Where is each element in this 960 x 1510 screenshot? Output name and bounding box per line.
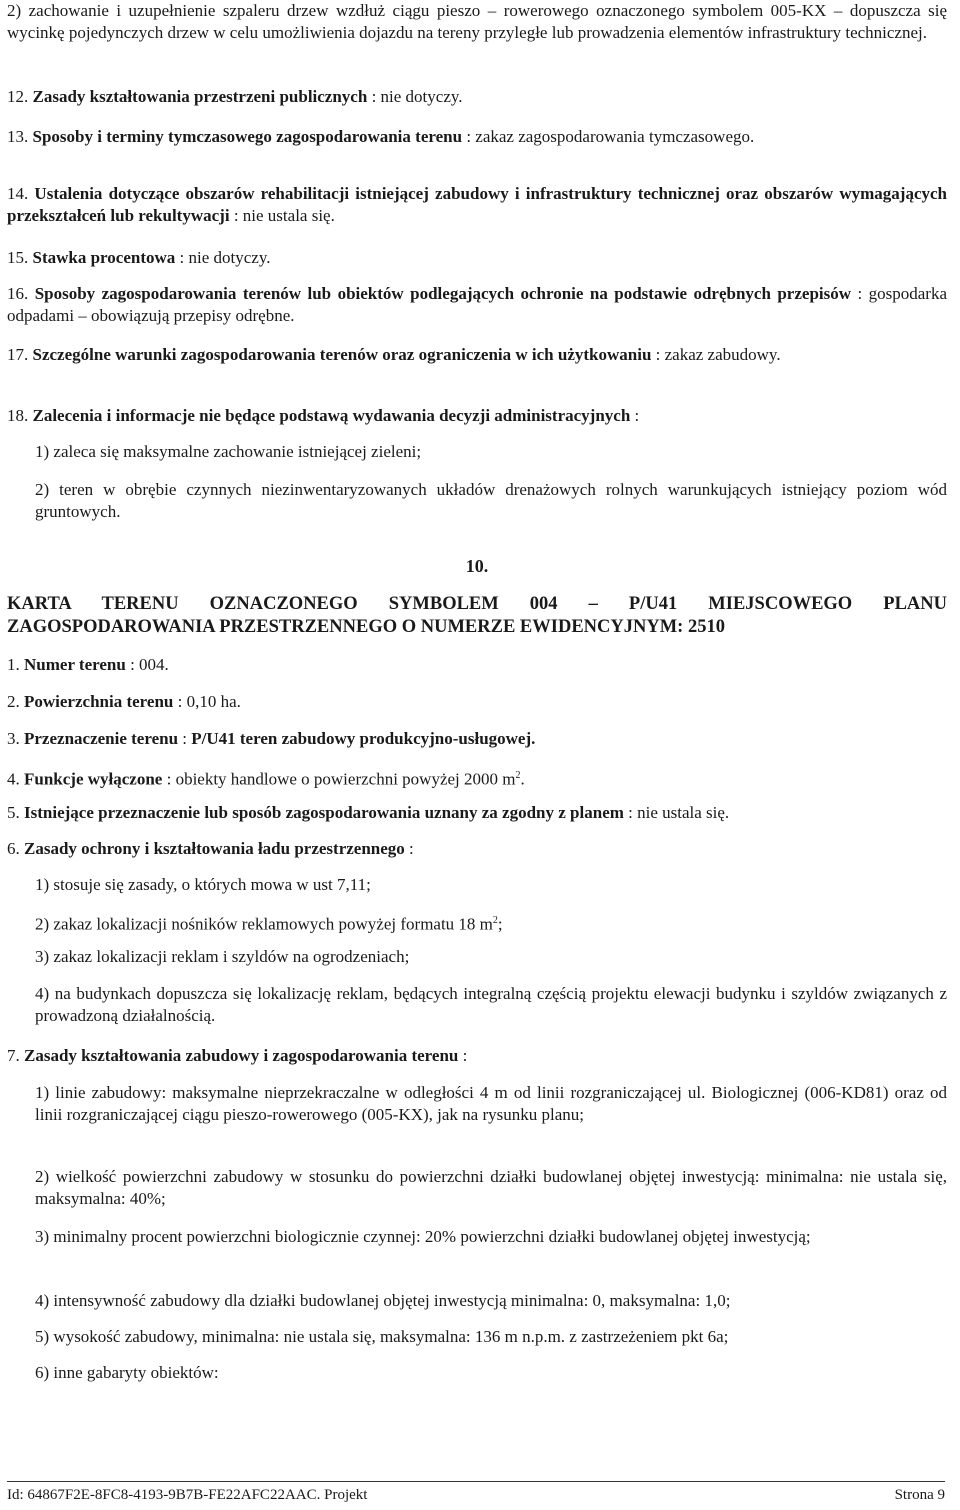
section-17 bbox=[7, 344, 947, 366]
section-title: Zalecenia i informacje nie będące podstawą wydawania decyzji administracyjnych bbox=[32, 406, 631, 425]
section-number: 15. bbox=[7, 248, 29, 267]
section-13 bbox=[7, 126, 947, 148]
section-14 bbox=[7, 183, 947, 226]
item-text: : 0,10 ha. bbox=[173, 692, 241, 711]
section-title: Stawka procentowa bbox=[32, 248, 176, 267]
superscript: 2 bbox=[492, 915, 498, 926]
card-item-3 bbox=[7, 728, 947, 750]
section-text: : zakaz zabudowy. bbox=[651, 345, 781, 364]
section-text: : nie dotyczy. bbox=[175, 248, 271, 267]
section-title: Sposoby i terminy tymczasowego zagospodarowania terenu bbox=[32, 127, 463, 146]
list-item bbox=[35, 910, 947, 935]
item-number: 2. bbox=[7, 692, 20, 711]
section-title: Szczególne warunki zagospodarowania terenów oraz ograniczenia w ich użytkowaniu bbox=[32, 345, 652, 364]
item-number: 6. bbox=[7, 839, 20, 858]
section-number: 12. bbox=[7, 87, 29, 106]
item-title: Numer terenu bbox=[24, 655, 126, 674]
list-item: 4) intensywność zabudowy dla działki budowlanej objętej inwestycją minimalna: 0, maksymalna: 1,0; bbox=[35, 1291, 731, 1310]
section-number: 13. bbox=[7, 127, 29, 146]
list-item: 1) zaleca się maksymalne zachowanie istniejącej zieleni; bbox=[35, 442, 422, 461]
item-end: . bbox=[520, 769, 525, 789]
section-12 bbox=[7, 86, 947, 108]
list-item: 1) linie zabudowy: maksymalne nieprzekraczalne w odległości 4 m od linii rozgraniczającej ul. Biologicznej (006-KD81) oraz od linii rozgraniczającej ciągu pieszo-rowerowego (005-KX), jak na rysunku planu; bbox=[35, 1083, 947, 1124]
card-title: KARTA TERENU OZNACZONEGO SYMBOLEM 004 – P/U41 MIEJSCOWEGO PLANU ZAGOSPODAROWANIA PRZESTRZENNEGO O NUMERZE EWIDENCYJNYM: 2510 bbox=[7, 594, 947, 637]
item-number: 5. bbox=[7, 803, 20, 822]
section-title: Ustalenia dotyczące obszarów rehabilitacji istniejącej zabudowy i infrastruktury technicznej oraz obszarów wymagających przekształceń lub rekultywacji bbox=[7, 184, 948, 225]
list-item: 3) zakaz lokalizacji reklam i szyldów na ogrodzeniach; bbox=[35, 947, 410, 966]
card-item-4 bbox=[7, 765, 947, 790]
section-text: : nie ustala się. bbox=[229, 205, 335, 225]
item-text: : 004. bbox=[125, 655, 169, 674]
item-number: 7. bbox=[7, 1046, 20, 1065]
item-text: : bbox=[404, 839, 414, 858]
list-item-text: 2) zakaz lokalizacji nośników reklamowych powyżej formatu 18 m bbox=[35, 914, 493, 934]
section-number: 17. bbox=[7, 345, 29, 364]
paragraph-top: 2) zachowanie i uzupełnienie szpaleru drzew wzdłuż ciągu pieszo – rowerowego oznaczonego symbolem 005-KX – dopuszcza się wycinkę pojedynczych drzew w celu umożliwienia dojazdu na tereny przyległe lub prowadzenia elementów infrastruktury technicznej. bbox=[7, 1, 947, 42]
section-15 bbox=[7, 247, 947, 269]
list-item-end: ; bbox=[497, 914, 503, 934]
list-item: 6) inne gabaryty obiektów: bbox=[35, 1363, 219, 1382]
item-text: : bbox=[458, 1046, 468, 1065]
footer-page-number: Strona 9 bbox=[894, 1487, 945, 1503]
footer bbox=[7, 1487, 945, 1504]
section-number: 14. bbox=[7, 184, 29, 203]
section-title: Sposoby zagospodarowania terenów lub obiektów podlegających ochronie na podstawie odrębnych przepisów bbox=[34, 284, 852, 303]
footer-id: Id: 64867F2E-8FC8-4193-9B7B-FE22AFC22AAC. Projekt bbox=[7, 1487, 368, 1503]
list-item: 1) stosuje się zasady, o których mowa w ust 7,11; bbox=[35, 875, 371, 894]
item-title: Powierzchnia terenu bbox=[24, 692, 174, 711]
item-value: P/U41 teren zabudowy produkcyjno-usługowej. bbox=[191, 729, 536, 748]
section-number: 16. bbox=[7, 284, 29, 303]
item-text: : obiekty handlowe o powierzchni powyżej 2000 m bbox=[162, 769, 516, 789]
item-number: 4. bbox=[7, 769, 20, 789]
section-text: : gospodarka odpadami – obowiązują przepisy odrębne. bbox=[7, 284, 947, 325]
section-title: Zasady kształtowania przestrzeni publicznych bbox=[32, 87, 368, 106]
item-number: 3. bbox=[7, 729, 20, 748]
list-item: 4) na budynkach dopuszcza się lokalizację reklam, będących integralną częścią projektu elewacji budynku i szyldów związanych z prowadzoną działalnością. bbox=[35, 984, 947, 1025]
item-title: Zasady kształtowania zabudowy i zagospodarowania terenu bbox=[24, 1046, 459, 1065]
list-item: 5) wysokość zabudowy, minimalna: nie ustala się, maksymalna: 136 m n.p.m. z zastrzeżeniem pkt 6a; bbox=[35, 1327, 729, 1346]
item-text: : nie ustala się. bbox=[623, 803, 730, 822]
footer-divider bbox=[7, 1481, 945, 1482]
section-mark: 10. bbox=[465, 556, 489, 576]
item-number: 1. bbox=[7, 655, 20, 674]
card-item-7 bbox=[7, 1045, 947, 1067]
card-item-2 bbox=[7, 691, 947, 713]
item-title: Istniejące przeznaczenie lub sposób zagospodarowania uznany za zgodny z planem bbox=[24, 803, 624, 822]
item-title: Przeznaczenie terenu bbox=[24, 729, 179, 748]
item-title: Funkcje wyłączone bbox=[24, 769, 163, 789]
list-item: 2) teren w obrębie czynnych niezinwentaryzowanych układów drenażowych rolnych warunkujących istniejący poziom wód gruntowych. bbox=[35, 480, 947, 521]
section-18 bbox=[7, 405, 947, 427]
section-text: : bbox=[630, 406, 640, 425]
section-16 bbox=[7, 283, 947, 326]
item-title: Zasady ochrony i kształtowania ładu przestrzennego bbox=[24, 839, 405, 858]
section-text: : zakaz zagospodarowania tymczasowego. bbox=[462, 127, 755, 146]
card-item-6 bbox=[7, 838, 947, 860]
section-number: 18. bbox=[7, 406, 29, 425]
list-item: 2) wielkość powierzchni zabudowy w stosunku do powierzchni działki budowlanej objętej inwestycją: minimalna: nie ustala się, maksymalna: 40%; bbox=[35, 1167, 947, 1208]
card-item-5 bbox=[7, 802, 947, 824]
item-text: : bbox=[178, 729, 192, 748]
list-item: 3) minimalny procent powierzchni biologicznie czynnej: 20% powierzchni działki budowlanej objętej inwestycją; bbox=[35, 1227, 811, 1246]
section-text: : nie dotyczy. bbox=[367, 87, 463, 106]
superscript: 2 bbox=[515, 770, 521, 781]
card-item-1 bbox=[7, 654, 947, 676]
